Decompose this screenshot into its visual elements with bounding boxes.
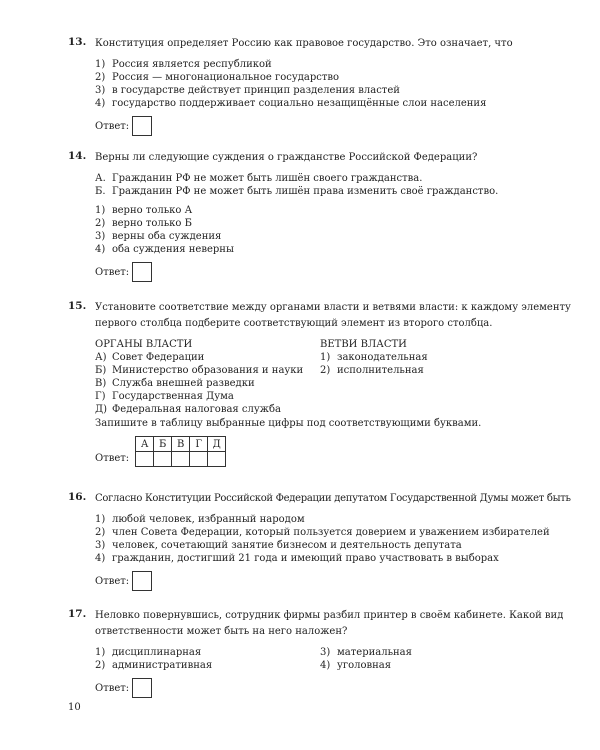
option-4: 4) уголовная [320,660,392,671]
option-4: 4) оба суждения неверны [95,244,234,255]
answer-label: Ответ: [95,575,130,587]
option-4: 4) государство поддерживает социально незащищённые слои населения [95,98,487,109]
question-text-line-2: первого столбца подберите соответствующий элемент из второго столбца. [95,318,493,329]
option-1: 1) дисциплинарная [95,647,202,658]
option-3: 3) в государстве действует принцип разделения властей [95,85,400,96]
question-text: Конституция определяет Россию как правовое государство. Это означает, что [95,38,513,49]
answer-cell-a[interactable] [136,452,154,467]
answer-box[interactable] [132,262,152,282]
branch-1: 1) законодательная [320,352,428,363]
authority-d: Д) Федеральная налоговая служба [95,404,281,415]
option-2: 2) член Совета Федерации, который пользуется доверием и уважением избирателей [95,527,550,538]
answer-label: Ответ: [95,120,130,132]
question-15 [68,300,571,467]
authority-g: Г) Государственная Дума [95,391,234,402]
answer-box[interactable] [132,116,152,136]
question-13 [68,36,538,136]
answer-cell-g[interactable] [190,452,208,467]
table-instruction: Запишите в таблицу выбранные цифры под соответствующими буквами. [95,418,482,429]
statement-b: Б. Гражданин РФ не может быть лишён права изменить своё гражданство. [95,186,499,197]
option-1: 1) Россия является республикой [95,59,272,70]
table-header-v: В [172,437,190,452]
question-14 [68,150,538,282]
option-4: 4) гражданин, достигший 21 года и имеющий право участвовать в выборах [95,553,499,564]
answer-label: Ответ: [95,453,130,464]
option-2: 2) верно только Б [95,218,192,229]
question-text-line-1: Установите соответствие между органами власти и ветвями власти: к каждому элементу [95,302,571,313]
answer-cell-b[interactable] [154,452,172,467]
option-3: 3) верны оба суждения [95,231,222,242]
answer-box[interactable] [132,571,152,591]
table-header-b: Б [154,437,172,452]
column-2-header: ВЕТВИ ВЛАСТИ [320,339,407,350]
table-header-d: Д [208,437,226,452]
authority-a: А) Совет Федерации [95,352,205,363]
question-text-line-2: ответственности может быть на него наложен? [95,626,348,637]
option-2: 2) Россия — многонациональное государство [95,72,340,83]
statement-a: А. Гражданин РФ не может быть лишён своего гражданства. [95,173,423,184]
answer-table [135,436,226,467]
answer-label: Ответ: [95,682,130,694]
answer-label: Ответ: [95,266,130,278]
question-17 [68,608,564,698]
option-3: 3) материальная [320,647,412,658]
answer-cell-d[interactable] [208,452,226,467]
question-number: 13. [68,36,87,48]
question-number: 16. [68,491,87,503]
question-text: Согласно Конституции Российской Федерации депутатом Государственной Думы может быть [95,493,571,504]
question-number: 17. [68,608,87,620]
authority-b: Б) Министерство образования и науки [95,365,304,376]
option-1: 1) любой человек, избранный народом [95,514,305,525]
page-number: 10 [68,702,81,713]
question-number: 15. [68,300,87,312]
branch-2: 2) исполнительная [320,365,424,376]
column-1-header: ОРГАНЫ ВЛАСТИ [95,339,193,350]
question-text: Верны ли следующие суждения о гражданстве Российской Федерации? [95,152,478,163]
table-header-g: Г [190,437,208,452]
table-header-a: А [136,437,154,452]
question-16 [68,491,571,591]
option-3: 3) человек, сочетающий занятие бизнесом и деятельность депутата [95,540,462,551]
authority-v: В) Служба внешней разведки [95,378,255,389]
answer-cell-v[interactable] [172,452,190,467]
question-number: 14. [68,150,87,162]
answer-box[interactable] [132,678,152,698]
option-2: 2) административная [95,660,213,671]
option-1: 1) верно только А [95,205,193,216]
question-text-line-1: Неловко повернувшись, сотрудник фирмы разбил принтер в своём кабинете. Какой вид [95,610,564,621]
